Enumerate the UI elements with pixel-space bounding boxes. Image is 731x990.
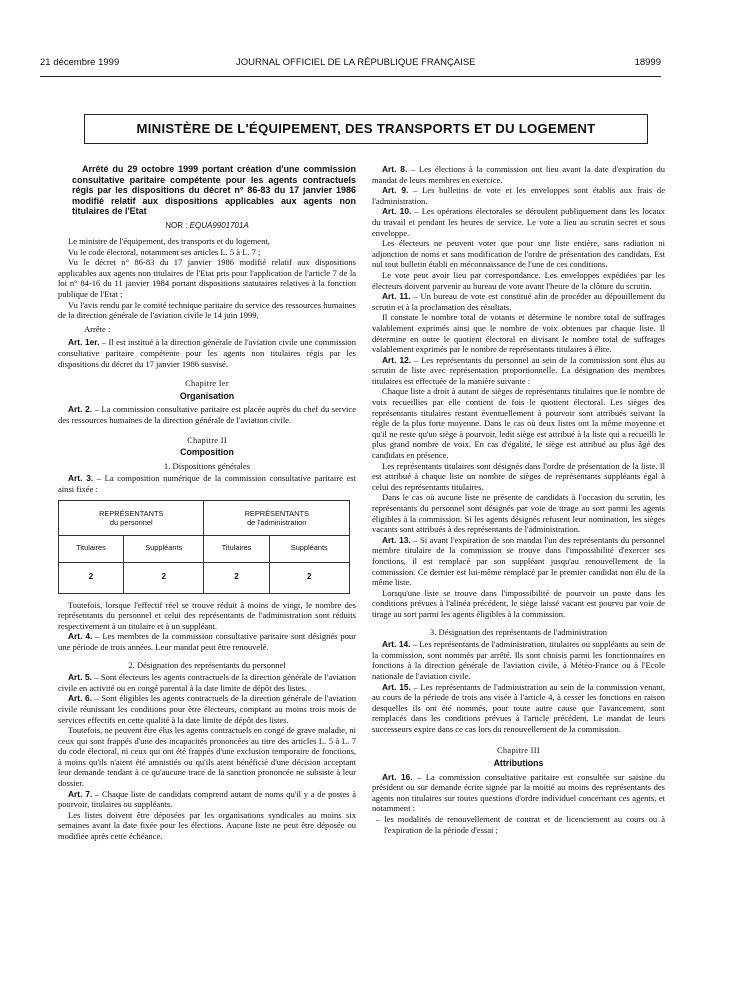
article-15: Art. 15. – Les représentants de l'administration au sein de la commission venant, au cours de la période de trois ans visée à l'article 4, à cesser les fonctions en raison desquelles ils ont été nommés, pour toute autre cause que l'avancement, sont remplacés dans les conditions prévues à l'article précédent. Le mandat de leurs successeurs expire dans ce cas lors du renouvellement de la commission. [372,681,665,734]
preamble-line: Vu l'avis rendu par le comité technique paritaire du service des ressources humaines de la direction générale de l'aviation civile le 14 juin 1999, [58,299,356,321]
article-label: Art. 1er. [68,337,100,348]
article-5: Art. 5. – Sont électeurs les agents contractuels de la direction générale de l'aviation civile en activité ou en congé parental à la date limite de dépôt des listes. [58,672,356,693]
article-2: Art. 2. – La commission consultative paritaire est placée auprès du chef du service des ressources humaines de la direction générale de l'aviation civile. [58,404,356,425]
preamble-line: Le ministre de l'équipement, des transports et du logement, [68,236,270,247]
section-1-heading: 1. Dispositions générales [163,460,251,471]
header-journal-title: JOURNAL OFFICIEL DE LA RÉPUBLIQUE FRANÇAISE [236,57,476,68]
paragraph: Dans le cas où aucune liste ne présente de candidats à l'occasion du scrutin, les représentants du personnel sont désignés par voie de tirage au sort parmi les agents éligibles à la commission. Si les agents désignés refusent leur nomination, les sièges vacants sont attribués à des représentants de l'administration. [372,492,665,535]
chapter-3-title: Attributions [493,758,544,769]
header-page-number: 18999 [634,57,661,68]
paragraph: Toutefois, lorsque l'effectif réel se trouve réduit à moins de vingt, le nombre des représentants du personnel et celui des représentants de l'administration sont réduits respectivement à un titulaire et à un suppléant. [58,599,356,631]
article-16: Art. 16. – La commission consultative paritaire est consultée sur saisine du président ou sur demande écrite signée par la moitié au moins des représentants des agents non titulaires sur toutes questions d'ordre individuel concernant ces agents, et notamment : [372,771,665,814]
chapter-1-label: Chapitre Ier [185,379,229,389]
ministry-banner: MINISTÈRE DE L'ÉQUIPEMENT, DES TRANSPORTS ET DU LOGEMENT [84,114,648,144]
table-cell: 2 [269,562,349,593]
paragraph: Lorsqu'une liste se trouve dans l'impossibilité de pourvoir un poste dans les conditions prévues à l'alinéa précédent, le siège laissé vacant est pourvu par voie de tirage au sort parmi les agents éligibles à la commission. [372,587,665,619]
table-column-header: Titulaires [204,535,269,562]
chapter-2-label: Chapitre II [187,435,227,445]
article-12: Art. 12. – Les représentants du personnel au sein de la commission sont élus au scrutin de liste avec représentation proportionnelle. La désignation des membres titulaires est effectuée de la manière suivante : [372,354,665,386]
table-cell: 2 [204,562,269,593]
paragraph: Le vote peut avoir lieu par correspondance. Les enveloppes expédiées par les électeurs doivent parvenir au bureau de vote avant l'heure de la clôture du scrutin. [372,269,665,291]
paragraph: Il constate le nombre total de votants et détermine le nombre total de suffrages valablement exprimés ainsi que le nombre de voix obtenues par chaque liste. Il détermine en outre le quotient électoral en divisant le nombre total de suffrages valablement exprimés par le nombre de représentants titulaires à élire. [372,312,665,355]
article-4: Art. 4. – Les membres de la commission consultative paritaire sont désignés pour une période de trois années. Leur mandat peut être renouvelé. [58,631,356,652]
left-column [58,164,356,842]
preamble-line: Vu le code électoral, notamment ses articles L. 5 à L. 7 ; [68,246,261,257]
table-group-header: REPRÉSENTANTS du personnel [59,500,204,535]
chapter-3-label: Chapitre III [497,746,540,756]
article-11: Art. 11. – Un bureau de vote est constitué afin de procéder au dépouillement du scrutin et à la proclamation des résultats. [372,291,665,312]
section-3-heading: 3. Désignation des représentants de l'administration [429,626,608,637]
article-14: Art. 14. – Les représentants de l'administration, titulaires ou suppléants au sein de la commission, sont nommés par arrêté. Ils sont choisis parmi les fonctionnaires en fonctions à la direction générale de l'aviation civile, à Météo-France ou à l'Ecole nationale de l'aviation civile. [372,639,665,681]
table-column-header: Suppléants [124,535,204,562]
article-3: Art. 3. – La composition numérique de la commission consultative paritaire est ainsi fixée : [58,473,356,494]
table-cell: 2 [124,562,204,593]
article-7: Art. 7. – Chaque liste de candidats comprend autant de noms qu'il y a de postes à pourvoir, titulaires ou suppléants. [58,788,356,810]
article-8: Art. 8. – Les élections à la commission ont lieu avant la date d'expiration du mandat de leurs membres en exercice. [372,164,665,185]
nor-reference [58,221,356,232]
article-13: Art. 13. – Si avant l'expiration de son mandat l'un des représentants du personnel membre titulaire de la commission se trouve dans l'impossibilité d'exercer ses fonctions, il est remplacé par son suppléant jusqu'au renouvellement de la commission. Ce dernier est lui-même remplacé par le premier candidat non élu de la même liste. [372,534,665,588]
right-column [372,164,665,835]
chapter-2-title: Composition [180,447,234,458]
chapter-1-title: Organisation [179,390,235,401]
paragraph: Toutefois, ne peuvent être élus les agents contractuels en congé de grave maladie, ni ceux qui sont frappés d'une des incapacités prononcées au titre des articles L. 5 à L. 7 du code électoral, ni ceux qui ont été frappés d'une exclusion temporaire de fonctions, à moins qu'ils n'aient été amnistiés ou qu'ils aient bénéficié d'une décision acceptant leur demande tendant à ce qu'aucune trace de la sanction prononcée ne subsiste à leur dossier. [58,725,356,789]
table-group-header: REPRÉSENTANTS de l'administration [204,500,350,535]
header-rule [40,76,661,77]
paragraph: Les listes doivent être déposées par les organisations syndicales au moins six semaines avant la date fixée pour les élections. Aucune liste ne peut être déposée ou modifiée après cette échéance. [58,809,356,842]
article-9: Art. 9. – Les bulletins de vote et les enveloppes sont établis aux frais de l'administration. [372,185,665,206]
decree-title: Arrêté du 29 octobre 1999 portant création d'une commission consultative paritaire compétente pour les agents contractuels régis par les dispositions du décret n° 86-83 du 17 janvier 1986 modifié relatif aux dispositions applicables aux agents non titulaires de l'Etat [72,164,356,216]
table-column-header: Suppléants [269,535,349,562]
article-10: Art. 10. – Les opérations électorales se déroulent publiquement dans les locaux du travail et pendant les heures de service. Le vote a lieu au scrutin secret et sous enveloppe. [372,206,665,238]
article-6: Art. 6. – Sont éligibles les agents contractuels de la direction générale de l'aviation civile réunissant les conditions pour être électeurs, comptant au moins trois mois de services effectifs en cette qualité à la date limite de dépôt des listes. [58,693,356,725]
table-column-header: Titulaires [59,535,124,562]
composition-table [58,500,350,594]
header-date: 21 décembre 1999 [40,57,120,68]
paragraph: Les électeurs ne peuvent voter que pour une liste entière, sans radiation ni adjonction de noms et sans modification de l'ordre de présentation des candidats. Est nul tout bulletin établi en méconnaissance de l'une de ces conditions. [372,238,665,270]
running-header [40,57,661,71]
paragraph: Chaque liste a droit à autant de sièges de représentants titulaires que le nombre de voix recueillies par elle contient de fois le quotient électoral. Les sièges des représentants titulaires restant éventuellement à pourvoir sont attribués suivant la règle de la plus forte moyenne. Dans le cas où deux listes ont la même moyenne et qu'il ne reste qu'un siège à pourvoir, ledit siège est attribué à la liste qui a recueilli le plus grand nombre de voix. En cas d'égalité, le siège est attribué au plus âgé des candidats en présence. [372,386,665,461]
table-cell: 2 [59,562,124,593]
preamble-line: Vu le décret n° 86-83 du 17 janvier 1986 modifié relatif aux dispositions applicables aux agents non titulaires de l'Etat pris pour l'application de l'article 7 de la loi n° 84-16 du 11 janvier 1984 portant dispositions statutaires relatives à la fonction publique de l'Etat ; [58,257,356,300]
list-item: – les modalités de renouvellement de contrat et de licenciement au cours ou à l'expiration de la période d'essai ; [376,814,665,835]
nor-code: EQUA9901701A [189,220,249,230]
arrete-line: Arrête : [84,323,111,334]
section-2-heading: 2. Désignation des représentants du personnel [128,659,286,670]
article-1: Art. 1er. – Il est institué à la direction générale de l'aviation civile une commission consultative paritaire compétente pour les agents non titulaires régis par les dispositions du décret du 17 janvier 1986 susvisé. [58,337,356,369]
paragraph: Les représentants titulaires sont désignés dans l'ordre de présentation de la liste. Il est attribué à chaque liste un nombre de sièges de représentants suppléants égal à celui des représentants titulaires. [372,460,665,492]
nor-label: NOR : [165,220,190,230]
